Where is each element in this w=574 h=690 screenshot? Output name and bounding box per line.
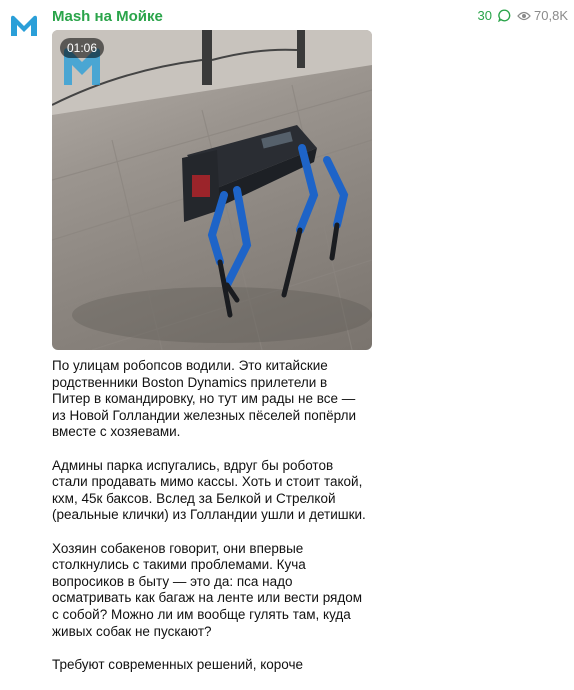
post-paragraph: Требуют современных решений, короче — [52, 656, 304, 672]
video-scene-image — [52, 30, 372, 350]
eye-icon — [517, 11, 531, 21]
post-paragraph: По улицам робопсов водили. Это китайские родственники Boston Dynamics прилетели в Питер в командировку, но тут им рады не все — из Новой Голландии железных пёселей попёрли вместе с хозяевами. — [52, 358, 357, 440]
scrollbar[interactable] — [568, 0, 574, 670]
comment-bubble-icon[interactable] — [498, 9, 511, 22]
post-meta — [478, 8, 568, 23]
views-count: 70,8K — [534, 8, 568, 23]
video-thumbnail[interactable] — [52, 30, 372, 350]
post-text — [52, 358, 382, 690]
mash-m-logo-icon — [9, 14, 39, 38]
views-counter — [517, 8, 568, 23]
channel-name[interactable]: Mash на Мойке — [52, 8, 163, 25]
post-paragraph: Хозяин собакенов говорит, они впервые столкнулись с такими проблемами. Куча вопросиков в быту — это да: пса надо осматривать как багаж на ленте или вести рядом с собой? Можно ли им вообще гулять там, куда живых собак не пускают? — [52, 540, 363, 639]
channel-avatar[interactable] — [8, 10, 40, 42]
video-duration: 01:06 — [60, 38, 104, 58]
comments-count[interactable]: 30 — [477, 8, 493, 23]
post-paragraph: Админы парка испугались, вдруг бы роботов стали продавать мимо кассы. Хоть и стоит такой, кхм, 45к баксов. Вслед за Белкой и Стрелкой (реальные клички) из Голландии ушли и детишки. — [52, 457, 366, 523]
